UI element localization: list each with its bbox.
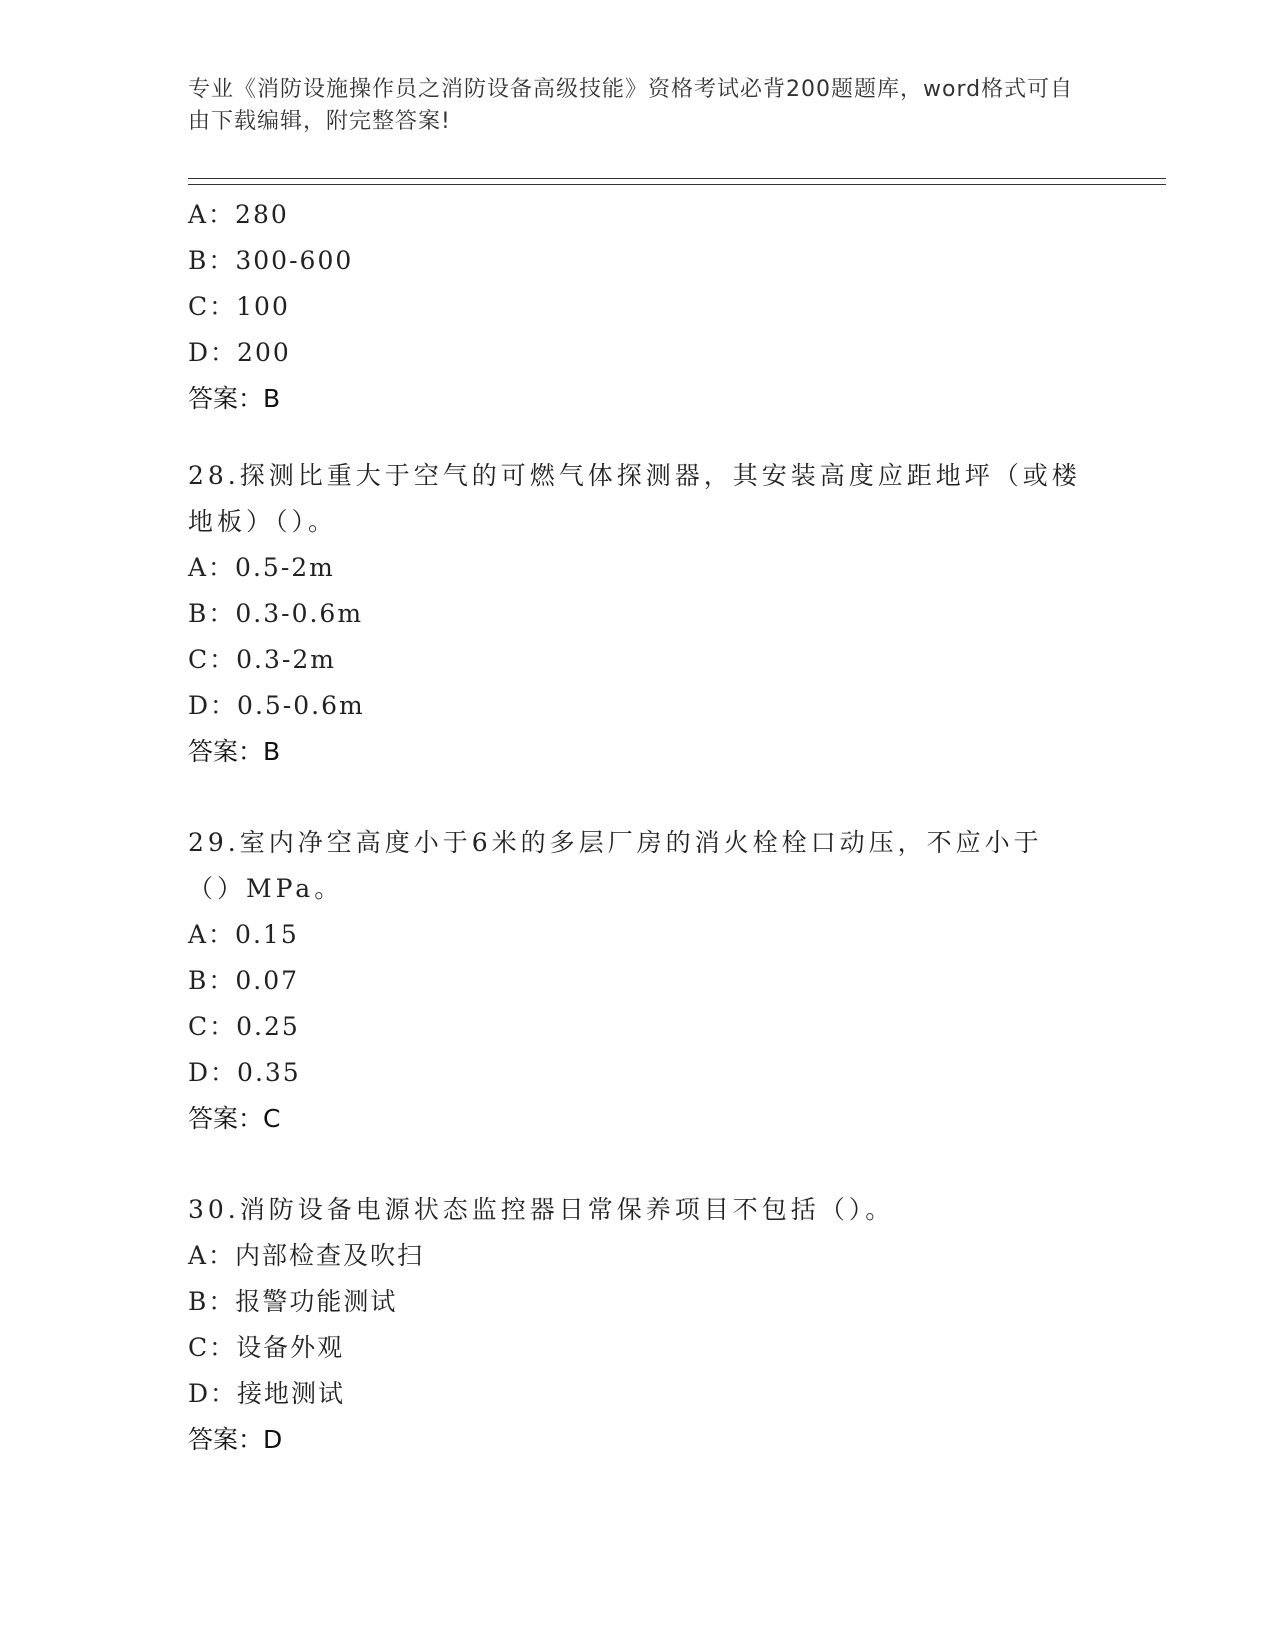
question-text: 29.室内净空高度小于6米的多层厂房的消火栓栓口动压，不应小于（）MPa。 (188, 828, 1043, 903)
answer-line: 答案：D (188, 1425, 283, 1454)
option-a: A：0.15 (188, 920, 299, 949)
option-b: B：300-600 (188, 246, 354, 275)
option-c: C：0.3-2m (188, 645, 336, 674)
answer-line: 答案：B (188, 384, 281, 413)
option-d: D：200 (188, 338, 291, 367)
answer-line: 答案：B (188, 737, 281, 766)
option-d: D：0.5-0.6m (188, 691, 365, 720)
header-divider-bottom (188, 184, 1166, 185)
question-text: 28.探测比重大于空气的可燃气体探测器，其安装高度应距地坪（或楼地板）（）。 (188, 461, 1081, 536)
question-text: 30.消防设备电源状态监控器日常保养项目不包括（）。 (188, 1195, 895, 1224)
question-block-30 (188, 1187, 1088, 1463)
option-c: C：0.25 (188, 1012, 300, 1041)
option-c: C：设备外观 (188, 1333, 345, 1362)
answer-line: 答案：C (188, 1104, 281, 1133)
header-divider-top (188, 178, 1166, 179)
document-header: 专业《消防设施操作员之消防设备高级技能》资格考试必背200题题库，word格式可自由下载编辑，附完整答案! (188, 77, 1074, 134)
option-d: D：接地测试 (188, 1379, 346, 1408)
option-b: B：0.3-0.6m (188, 599, 364, 628)
option-d: D：0.35 (188, 1058, 301, 1087)
option-c: C：100 (188, 292, 290, 321)
option-a: A：内部检查及吹扫 (188, 1241, 425, 1270)
option-a: A：0.5-2m (188, 553, 335, 582)
question-block-28 (188, 453, 1088, 775)
prev-question-block (188, 192, 1088, 422)
question-block-29 (188, 820, 1088, 1142)
option-b: B：报警功能测试 (188, 1287, 398, 1316)
option-a: A：280 (188, 200, 289, 229)
option-b: B：0.07 (188, 966, 300, 995)
